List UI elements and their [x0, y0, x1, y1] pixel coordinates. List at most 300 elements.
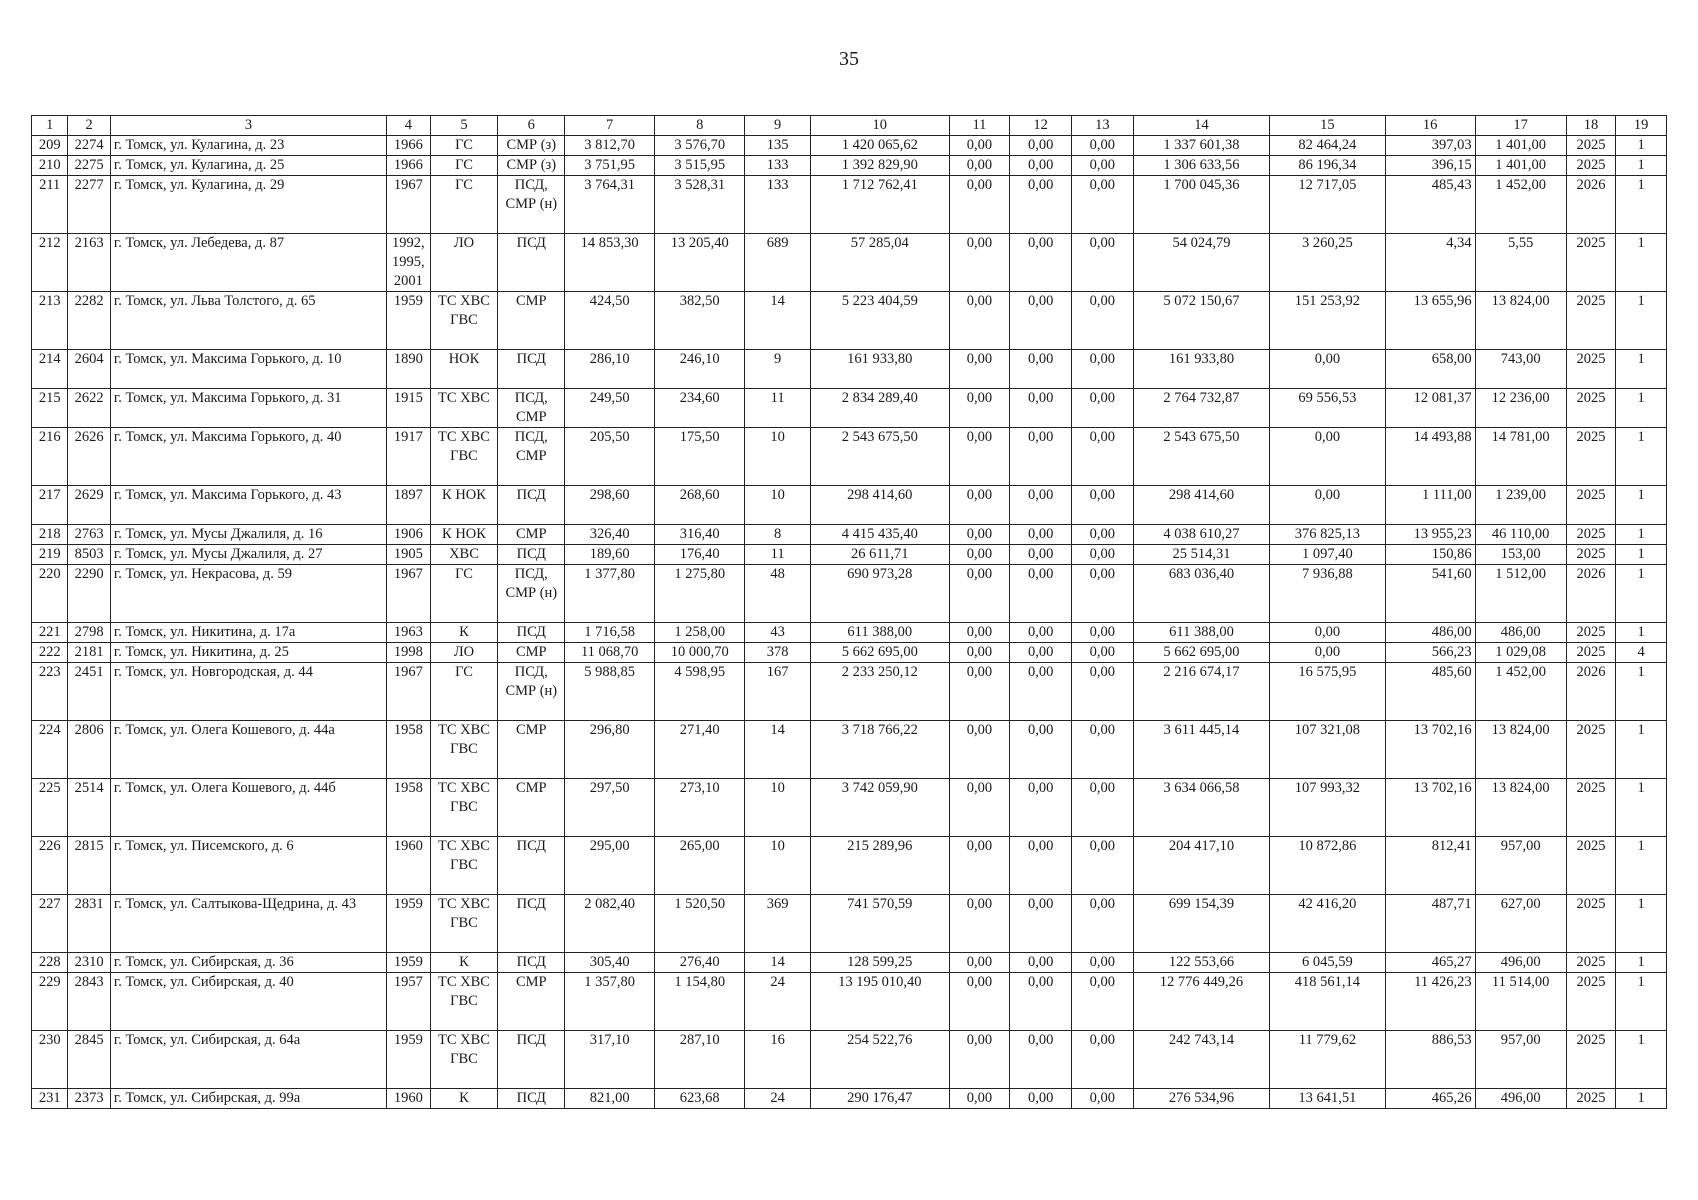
table-cell-col-2: 2282 [68, 292, 110, 350]
table-cell-col-12: 0,00 [1010, 292, 1072, 350]
table-cell-col-11: 0,00 [949, 721, 1010, 779]
table-cell-col-16: 13 702,16 [1385, 721, 1475, 779]
table-cell-col-12: 0,00 [1010, 895, 1072, 953]
table-cell-col-3: г. Томск, ул. Сибирская, д. 36 [110, 953, 386, 973]
table-cell-col-3: г. Томск, ул. Сибирская, д. 64а [110, 1031, 386, 1089]
column-header: 10 [810, 116, 949, 136]
table-cell-col-5: ХВС [430, 545, 498, 565]
table-cell-col-15: 107 321,08 [1270, 721, 1385, 779]
table-cell-col-12: 0,00 [1010, 389, 1072, 428]
table-cell-col-6: СМР (з) [498, 156, 565, 176]
table-cell-col-1: 224 [32, 721, 68, 779]
table-cell-col-7: 1 716,58 [565, 623, 655, 643]
table-cell-col-13: 0,00 [1071, 1031, 1133, 1089]
table-cell-col-3: г. Томск, ул. Сибирская, д. 40 [110, 973, 386, 1031]
table-cell-col-9: 10 [745, 837, 811, 895]
table-cell-col-12: 0,00 [1010, 973, 1072, 1031]
table-cell-col-8: 1 275,80 [655, 565, 745, 623]
table-cell-col-2: 2622 [68, 389, 110, 428]
table-cell-col-4: 1966 [387, 156, 431, 176]
table-cell-col-18: 2025 [1566, 895, 1616, 953]
table-cell-col-1: 210 [32, 156, 68, 176]
table-row [32, 545, 1667, 565]
table-cell-col-7: 424,50 [565, 292, 655, 350]
table-cell-col-7: 296,80 [565, 721, 655, 779]
table-cell-col-19: 1 [1616, 623, 1667, 643]
table-cell-col-10: 290 176,47 [810, 1089, 949, 1109]
table-cell-col-3: г. Томск, ул. Некрасова, д. 59 [110, 565, 386, 623]
table-cell-col-18: 2025 [1566, 350, 1616, 389]
table-cell-col-14: 4 038 610,27 [1133, 525, 1270, 545]
table-cell-col-4: 1998 [387, 643, 431, 663]
table-cell-col-7: 297,50 [565, 779, 655, 837]
table-cell-col-6: ПСД, СМР [498, 389, 565, 428]
table-cell-col-1: 231 [32, 1089, 68, 1109]
table-cell-col-9: 133 [745, 176, 811, 234]
table-cell-col-9: 16 [745, 1031, 811, 1089]
table-cell-col-15: 0,00 [1270, 486, 1385, 525]
table-cell-col-7: 3 751,95 [565, 156, 655, 176]
table-cell-col-13: 0,00 [1071, 234, 1133, 292]
table-cell-col-14: 242 743,14 [1133, 1031, 1270, 1089]
table-cell-col-6: СМР [498, 721, 565, 779]
table-row [32, 136, 1667, 156]
table-cell-col-15: 0,00 [1270, 428, 1385, 486]
table-cell-col-5: К [430, 953, 498, 973]
table-cell-col-12: 0,00 [1010, 953, 1072, 973]
table-cell-col-2: 2798 [68, 623, 110, 643]
column-header: 17 [1475, 116, 1566, 136]
table-cell-col-10: 57 285,04 [810, 234, 949, 292]
table-cell-col-13: 0,00 [1071, 721, 1133, 779]
table-cell-col-1: 217 [32, 486, 68, 525]
table-cell-col-14: 54 024,79 [1133, 234, 1270, 292]
table-cell-col-11: 0,00 [949, 663, 1010, 721]
table-cell-col-12: 0,00 [1010, 779, 1072, 837]
table-cell-col-2: 2604 [68, 350, 110, 389]
table-cell-col-1: 211 [32, 176, 68, 234]
table-cell-col-15: 16 575,95 [1270, 663, 1385, 721]
table-cell-col-8: 623,68 [655, 1089, 745, 1109]
table-cell-col-19: 1 [1616, 234, 1667, 292]
table-cell-col-5: ГС [430, 176, 498, 234]
table-row [32, 350, 1667, 389]
table-row [32, 156, 1667, 176]
table-cell-col-4: 1958 [387, 721, 431, 779]
table-cell-col-17: 486,00 [1475, 623, 1566, 643]
table-cell-col-17: 1 029,08 [1475, 643, 1566, 663]
table-cell-col-12: 0,00 [1010, 1089, 1072, 1109]
table-cell-col-10: 1 712 762,41 [810, 176, 949, 234]
table-cell-col-6: СМР (з) [498, 136, 565, 156]
column-header: 8 [655, 116, 745, 136]
table-cell-col-7: 3 812,70 [565, 136, 655, 156]
table-cell-col-15: 7 936,88 [1270, 565, 1385, 623]
table-cell-col-19: 1 [1616, 779, 1667, 837]
table-cell-col-9: 10 [745, 428, 811, 486]
table-cell-col-12: 0,00 [1010, 136, 1072, 156]
table-cell-col-3: г. Томск, ул. Писемского, д. 6 [110, 837, 386, 895]
table-cell-col-2: 2310 [68, 953, 110, 973]
table-cell-col-10: 13 195 010,40 [810, 973, 949, 1031]
table-cell-col-4: 1966 [387, 136, 431, 156]
table-cell-col-12: 0,00 [1010, 837, 1072, 895]
table-cell-col-9: 9 [745, 350, 811, 389]
table-cell-col-11: 0,00 [949, 292, 1010, 350]
table-cell-col-8: 246,10 [655, 350, 745, 389]
table-cell-col-2: 2763 [68, 525, 110, 545]
table-cell-col-14: 2 764 732,87 [1133, 389, 1270, 428]
table-cell-col-13: 0,00 [1071, 486, 1133, 525]
table-cell-col-13: 0,00 [1071, 428, 1133, 486]
table-cell-col-1: 228 [32, 953, 68, 973]
table-cell-col-4: 1959 [387, 953, 431, 973]
table-cell-col-10: 4 415 435,40 [810, 525, 949, 545]
table-cell-col-19: 1 [1616, 1089, 1667, 1109]
table-cell-col-15: 1 097,40 [1270, 545, 1385, 565]
table-row [32, 1089, 1667, 1109]
table-cell-col-11: 0,00 [949, 643, 1010, 663]
table-cell-col-6: ПСД [498, 350, 565, 389]
table-cell-col-14: 2 216 674,17 [1133, 663, 1270, 721]
table-cell-col-11: 0,00 [949, 623, 1010, 643]
table-row [32, 389, 1667, 428]
table-cell-col-17: 1 512,00 [1475, 565, 1566, 623]
table-cell-col-11: 0,00 [949, 486, 1010, 525]
table-cell-col-12: 0,00 [1010, 623, 1072, 643]
column-header: 19 [1616, 116, 1667, 136]
table-row [32, 973, 1667, 1031]
table-cell-col-5: ТС ХВС ГВС [430, 721, 498, 779]
table-cell-col-19: 1 [1616, 953, 1667, 973]
column-header: 18 [1566, 116, 1616, 136]
column-header: 11 [949, 116, 1010, 136]
table-cell-col-14: 699 154,39 [1133, 895, 1270, 953]
table-cell-col-1: 222 [32, 643, 68, 663]
table-cell-col-8: 3 576,70 [655, 136, 745, 156]
table-cell-col-8: 234,60 [655, 389, 745, 428]
table-cell-col-13: 0,00 [1071, 1089, 1133, 1109]
table-cell-col-18: 2025 [1566, 545, 1616, 565]
table-cell-col-19: 1 [1616, 525, 1667, 545]
table-cell-col-12: 0,00 [1010, 1031, 1072, 1089]
table-row [32, 623, 1667, 643]
table-cell-col-17: 153,00 [1475, 545, 1566, 565]
table-cell-col-15: 107 993,32 [1270, 779, 1385, 837]
table-cell-col-6: ПСД, СМР [498, 428, 565, 486]
column-header: 2 [68, 116, 110, 136]
column-header: 7 [565, 116, 655, 136]
table-cell-col-18: 2025 [1566, 525, 1616, 545]
table-cell-col-15: 0,00 [1270, 623, 1385, 643]
table-cell-col-1: 215 [32, 389, 68, 428]
table-cell-col-2: 2626 [68, 428, 110, 486]
table-cell-col-13: 0,00 [1071, 973, 1133, 1031]
table-cell-col-19: 1 [1616, 895, 1667, 953]
table-cell-col-2: 2806 [68, 721, 110, 779]
table-cell-col-4: 1958 [387, 779, 431, 837]
table-row [32, 643, 1667, 663]
table-cell-col-9: 10 [745, 779, 811, 837]
table-row [32, 779, 1667, 837]
table-cell-col-14: 25 514,31 [1133, 545, 1270, 565]
table-cell-col-5: ГС [430, 156, 498, 176]
table-cell-col-12: 0,00 [1010, 643, 1072, 663]
table-row [32, 292, 1667, 350]
table-cell-col-1: 230 [32, 1031, 68, 1089]
table-cell-col-4: 1917 [387, 428, 431, 486]
table-cell-col-5: ГС [430, 663, 498, 721]
table-cell-col-14: 611 388,00 [1133, 623, 1270, 643]
table-cell-col-14: 276 534,96 [1133, 1089, 1270, 1109]
table-cell-col-18: 2025 [1566, 156, 1616, 176]
table-cell-col-18: 2025 [1566, 292, 1616, 350]
table-cell-col-7: 11 068,70 [565, 643, 655, 663]
table-cell-col-16: 1 111,00 [1385, 486, 1475, 525]
table-cell-col-2: 2831 [68, 895, 110, 953]
table-cell-col-8: 273,10 [655, 779, 745, 837]
table-row [32, 721, 1667, 779]
table-cell-col-3: г. Томск, ул. Кулагина, д. 25 [110, 156, 386, 176]
table-cell-col-4: 1890 [387, 350, 431, 389]
table-cell-col-10: 161 933,80 [810, 350, 949, 389]
table-cell-col-11: 0,00 [949, 837, 1010, 895]
table-cell-col-1: 220 [32, 565, 68, 623]
table-cell-col-19: 1 [1616, 156, 1667, 176]
table-cell-col-18: 2025 [1566, 234, 1616, 292]
table-cell-col-5: ТС ХВС [430, 389, 498, 428]
table-cell-col-10: 298 414,60 [810, 486, 949, 525]
table-cell-col-10: 1 420 065,62 [810, 136, 949, 156]
table-cell-col-11: 0,00 [949, 779, 1010, 837]
table-cell-col-19: 1 [1616, 136, 1667, 156]
table-cell-col-8: 4 598,95 [655, 663, 745, 721]
table-cell-col-17: 13 824,00 [1475, 721, 1566, 779]
table-cell-col-1: 216 [32, 428, 68, 486]
table-cell-col-3: г. Томск, ул. Льва Толстого, д. 65 [110, 292, 386, 350]
table-cell-col-18: 2025 [1566, 389, 1616, 428]
table-cell-col-9: 378 [745, 643, 811, 663]
table-cell-col-12: 0,00 [1010, 234, 1072, 292]
table-cell-col-19: 1 [1616, 1031, 1667, 1089]
table-cell-col-5: ТС ХВС ГВС [430, 292, 498, 350]
table-cell-col-7: 1 377,80 [565, 565, 655, 623]
table-cell-col-15: 12 717,05 [1270, 176, 1385, 234]
table-cell-col-9: 14 [745, 721, 811, 779]
table-row [32, 525, 1667, 545]
table-cell-col-16: 487,71 [1385, 895, 1475, 953]
table-cell-col-12: 0,00 [1010, 663, 1072, 721]
table-cell-col-1: 223 [32, 663, 68, 721]
table-cell-col-4: 1906 [387, 525, 431, 545]
table-cell-col-2: 8503 [68, 545, 110, 565]
table-cell-col-18: 2025 [1566, 973, 1616, 1031]
table-cell-col-9: 11 [745, 389, 811, 428]
table-cell-col-18: 2025 [1566, 136, 1616, 156]
table-cell-col-11: 0,00 [949, 895, 1010, 953]
table-cell-col-16: 13 955,23 [1385, 525, 1475, 545]
table-cell-col-7: 2 082,40 [565, 895, 655, 953]
table-cell-col-15: 0,00 [1270, 350, 1385, 389]
table-cell-col-19: 1 [1616, 389, 1667, 428]
table-cell-col-6: ПСД, СМР (н) [498, 565, 565, 623]
table-cell-col-6: ПСД [498, 1089, 565, 1109]
table-cell-col-3: г. Томск, ул. Олега Кошевого, д. 44б [110, 779, 386, 837]
table-row [32, 176, 1667, 234]
table-cell-col-4: 1967 [387, 663, 431, 721]
table-cell-col-4: 1957 [387, 973, 431, 1031]
table-cell-col-7: 5 988,85 [565, 663, 655, 721]
table-cell-col-10: 2 834 289,40 [810, 389, 949, 428]
table-cell-col-11: 0,00 [949, 389, 1010, 428]
table-cell-col-6: ПСД [498, 545, 565, 565]
header-row [32, 116, 1667, 136]
table-cell-col-2: 2274 [68, 136, 110, 156]
table-cell-col-7: 205,50 [565, 428, 655, 486]
table-cell-col-5: ТС ХВС ГВС [430, 428, 498, 486]
table-cell-col-16: 658,00 [1385, 350, 1475, 389]
table-cell-col-9: 48 [745, 565, 811, 623]
table-cell-col-1: 212 [32, 234, 68, 292]
column-header: 4 [387, 116, 431, 136]
table-cell-col-9: 135 [745, 136, 811, 156]
table-cell-col-13: 0,00 [1071, 525, 1133, 545]
table-cell-col-9: 10 [745, 486, 811, 525]
table-cell-col-2: 2275 [68, 156, 110, 176]
table-cell-col-19: 1 [1616, 176, 1667, 234]
table-cell-col-5: ТС ХВС ГВС [430, 973, 498, 1031]
table-cell-col-15: 69 556,53 [1270, 389, 1385, 428]
table-cell-col-1: 225 [32, 779, 68, 837]
table-cell-col-10: 254 522,76 [810, 1031, 949, 1089]
table-cell-col-5: К НОК [430, 486, 498, 525]
table-cell-col-3: г. Томск, ул. Салтыкова-Щедрина, д. 43 [110, 895, 386, 953]
table-row [32, 428, 1667, 486]
table-row [32, 663, 1667, 721]
table-cell-col-3: г. Томск, ул. Сибирская, д. 99а [110, 1089, 386, 1109]
table-cell-col-10: 2 543 675,50 [810, 428, 949, 486]
table-cell-col-17: 1 452,00 [1475, 663, 1566, 721]
table-cell-col-9: 11 [745, 545, 811, 565]
column-header: 12 [1010, 116, 1072, 136]
table-cell-col-13: 0,00 [1071, 837, 1133, 895]
table-cell-col-16: 485,43 [1385, 176, 1475, 234]
table-cell-col-4: 1960 [387, 1089, 431, 1109]
table-cell-col-14: 1 700 045,36 [1133, 176, 1270, 234]
table-cell-col-8: 268,60 [655, 486, 745, 525]
table-row [32, 953, 1667, 973]
table-cell-col-5: ТС ХВС ГВС [430, 837, 498, 895]
table-cell-col-6: СМР [498, 779, 565, 837]
table-cell-col-5: ГС [430, 136, 498, 156]
table-cell-col-11: 0,00 [949, 136, 1010, 156]
table-cell-col-8: 1 258,00 [655, 623, 745, 643]
table-cell-col-13: 0,00 [1071, 389, 1133, 428]
table-cell-col-15: 82 464,24 [1270, 136, 1385, 156]
table-cell-col-9: 14 [745, 292, 811, 350]
table-cell-col-19: 1 [1616, 545, 1667, 565]
table-cell-col-3: г. Томск, ул. Олега Кошевого, д. 44а [110, 721, 386, 779]
table-cell-col-11: 0,00 [949, 953, 1010, 973]
table-cell-col-8: 287,10 [655, 1031, 745, 1089]
table-cell-col-2: 2290 [68, 565, 110, 623]
table-cell-col-6: ПСД [498, 837, 565, 895]
table-body [32, 136, 1667, 1109]
table-cell-col-6: СМР [498, 525, 565, 545]
table-cell-col-17: 496,00 [1475, 1089, 1566, 1109]
table-cell-col-16: 150,86 [1385, 545, 1475, 565]
table-cell-col-12: 0,00 [1010, 486, 1072, 525]
table-cell-col-18: 2025 [1566, 623, 1616, 643]
table-cell-col-14: 2 543 675,50 [1133, 428, 1270, 486]
table-cell-col-6: ПСД [498, 486, 565, 525]
table-cell-col-17: 14 781,00 [1475, 428, 1566, 486]
column-header: 14 [1133, 116, 1270, 136]
table-cell-col-8: 10 000,70 [655, 643, 745, 663]
table-cell-col-4: 1959 [387, 1031, 431, 1089]
table-cell-col-17: 1 401,00 [1475, 156, 1566, 176]
table-cell-col-12: 0,00 [1010, 428, 1072, 486]
table-cell-col-2: 2514 [68, 779, 110, 837]
table-cell-col-6: СМР [498, 973, 565, 1031]
table-cell-col-16: 541,60 [1385, 565, 1475, 623]
table-cell-col-13: 0,00 [1071, 663, 1133, 721]
table-cell-col-16: 812,41 [1385, 837, 1475, 895]
table-cell-col-11: 0,00 [949, 156, 1010, 176]
table-cell-col-18: 2025 [1566, 721, 1616, 779]
table-cell-col-10: 741 570,59 [810, 895, 949, 953]
table-cell-col-16: 486,00 [1385, 623, 1475, 643]
table-cell-col-8: 175,50 [655, 428, 745, 486]
table-cell-col-11: 0,00 [949, 525, 1010, 545]
table-cell-col-14: 3 611 445,14 [1133, 721, 1270, 779]
table-cell-col-9: 167 [745, 663, 811, 721]
table-cell-col-18: 2025 [1566, 1031, 1616, 1089]
table-cell-col-13: 0,00 [1071, 156, 1133, 176]
table-cell-col-10: 5 662 695,00 [810, 643, 949, 663]
table-cell-col-17: 743,00 [1475, 350, 1566, 389]
table-cell-col-2: 2629 [68, 486, 110, 525]
table-cell-col-7: 821,00 [565, 1089, 655, 1109]
table-cell-col-11: 0,00 [949, 973, 1010, 1031]
table-cell-col-9: 24 [745, 973, 811, 1031]
register-table [31, 115, 1667, 1109]
table-cell-col-15: 10 872,86 [1270, 837, 1385, 895]
table-cell-col-16: 14 493,88 [1385, 428, 1475, 486]
column-header: 5 [430, 116, 498, 136]
table-cell-col-16: 13 655,96 [1385, 292, 1475, 350]
table-cell-col-7: 3 764,31 [565, 176, 655, 234]
table-cell-col-18: 2025 [1566, 779, 1616, 837]
table-cell-col-8: 271,40 [655, 721, 745, 779]
table-cell-col-4: 1897 [387, 486, 431, 525]
table-cell-col-16: 12 081,37 [1385, 389, 1475, 428]
table-cell-col-7: 317,10 [565, 1031, 655, 1089]
table-cell-col-11: 0,00 [949, 1031, 1010, 1089]
table-cell-col-2: 2843 [68, 973, 110, 1031]
table-cell-col-3: г. Томск, ул. Максима Горького, д. 40 [110, 428, 386, 486]
table-cell-col-1: 209 [32, 136, 68, 156]
table-cell-col-3: г. Томск, ул. Максима Горького, д. 43 [110, 486, 386, 525]
table-cell-col-16: 4,34 [1385, 234, 1475, 292]
table-cell-col-11: 0,00 [949, 565, 1010, 623]
table-cell-col-10: 2 233 250,12 [810, 663, 949, 721]
table-cell-col-1: 221 [32, 623, 68, 643]
table-cell-col-14: 122 553,66 [1133, 953, 1270, 973]
table-cell-col-12: 0,00 [1010, 565, 1072, 623]
table-cell-col-6: ПСД, СМР (н) [498, 663, 565, 721]
table-cell-col-6: ПСД [498, 895, 565, 953]
